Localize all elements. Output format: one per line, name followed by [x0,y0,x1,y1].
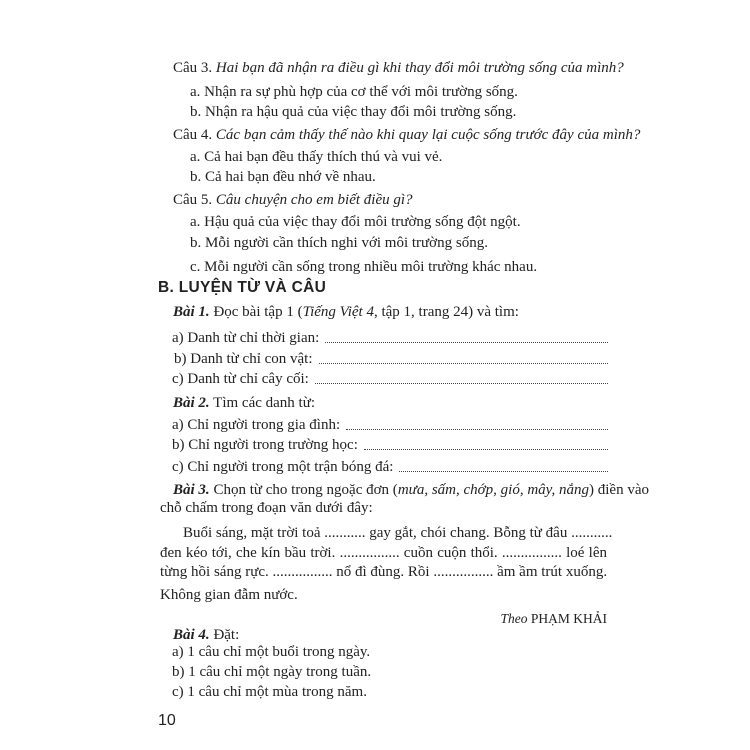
question-text: Hai bạn đã nhận ra điều gì khi thay đổi môi trường sống của mình? [215,60,624,76]
question-5 [173,191,413,209]
word-list: mưa, sấm, chớp, gió, mây, nắng [397,482,589,498]
question-label: Câu 5. [173,192,213,208]
fill-label: a) Danh từ chỉ thời gian: [172,330,320,346]
passage-line: Buổi sáng, mặt trời toả ........... gay gắt, chói chang. Bỗng từ đâu ........... [183,525,613,541]
text: Đặt: [213,627,240,643]
text: ) điền vào [589,482,649,498]
passage-line: Không gian đẫm nước. [160,587,298,603]
task-item: b) 1 câu chỉ một ngày trong tuần. [172,664,372,680]
exercise-label: Bài 4. [173,627,210,643]
question-3 [173,59,624,77]
question-4 [173,126,640,144]
task-item: c) 1 câu chỉ một mùa trong năm. [172,684,367,700]
text: , tập 1, trang 24) và tìm: [373,304,519,320]
fill-label: c) Chỉ người trong một trận bóng đá: [172,459,394,475]
option: b. Cả hai bạn đều nhớ về nhau. [190,169,376,185]
exercise-3-line-2: chỗ chấm trong đoạn văn dưới đây: [160,500,373,516]
fill-label: b) Chỉ người trong trường học: [172,437,358,453]
option: b. Mỗi người cần thích nghi với môi trường sống. [190,235,488,251]
source-author: PHẠM KHẢI [530,611,607,626]
text: Đọc bài tập 1 ( [213,304,303,320]
exercise-2 [173,394,315,412]
answer-blank[interactable] [346,416,608,430]
option: a. Nhận ra sự phù hợp của cơ thể với môi trường sống. [190,84,518,100]
question-label: Câu 3. [173,60,213,76]
fill-label: a) Chỉ người trong gia đình: [172,417,341,433]
exercise-1 [173,303,519,321]
fill-line [172,458,608,476]
passage-line: đen kéo tới, che kín bầu trời. ................ cuồn cuộn thổi. ................ loé lên [160,545,607,561]
fill-label: b) Danh từ chỉ con vật: [174,351,313,367]
option: a. Cả hai bạn đều thấy thích thú và vui vẻ. [190,149,443,165]
answer-blank[interactable] [399,458,608,472]
fill-line [172,416,608,434]
text: Tìm các danh từ: [213,395,316,411]
answer-blank[interactable] [325,329,608,343]
question-label: Câu 4. [173,127,213,143]
fill-label: c) Danh từ chỉ cây cối: [172,371,309,387]
exercise-4 [173,626,239,644]
passage-line: từng hồi sáng rực. ................ nổ đì đùng. Rồi ................ ầm ầm trút xuống. [160,564,608,580]
source-attribution [500,610,607,628]
source-prefix: Theo [500,611,528,626]
page-number: 10 [158,712,176,729]
exercise-label: Bài 2. [173,395,210,411]
section-heading: B. LUYỆN TỪ VÀ CÂU [158,279,327,296]
fill-line [172,436,608,454]
answer-blank[interactable] [315,370,608,384]
answer-blank[interactable] [319,350,608,364]
task-item: a) 1 câu chỉ một buổi trong ngày. [172,644,371,660]
fill-line [174,350,608,368]
option: c. Mỗi người cần sống trong nhiều môi trường khác nhau. [190,259,538,275]
question-text: Các bạn cảm thấy thế nào khi quay lại cuộc sống trước đây của mình? [215,127,641,143]
fill-line [172,329,608,347]
exercise-3 [173,481,649,499]
answer-blank[interactable] [364,436,608,450]
question-text: Câu chuyện cho em biết điều gì? [215,192,413,208]
option: b. Nhận ra hậu quả của việc thay đổi môi trường sống. [190,104,517,120]
option: a. Hậu quả của việc thay đổi môi trường sống đột ngột. [190,214,521,230]
book-title: Tiếng Việt 4 [302,304,374,320]
text: Chọn từ cho trong ngoặc đơn ( [213,482,398,498]
fill-line [172,370,608,388]
exercise-label: Bài 1. [173,304,210,320]
exercise-label: Bài 3. [173,482,210,498]
